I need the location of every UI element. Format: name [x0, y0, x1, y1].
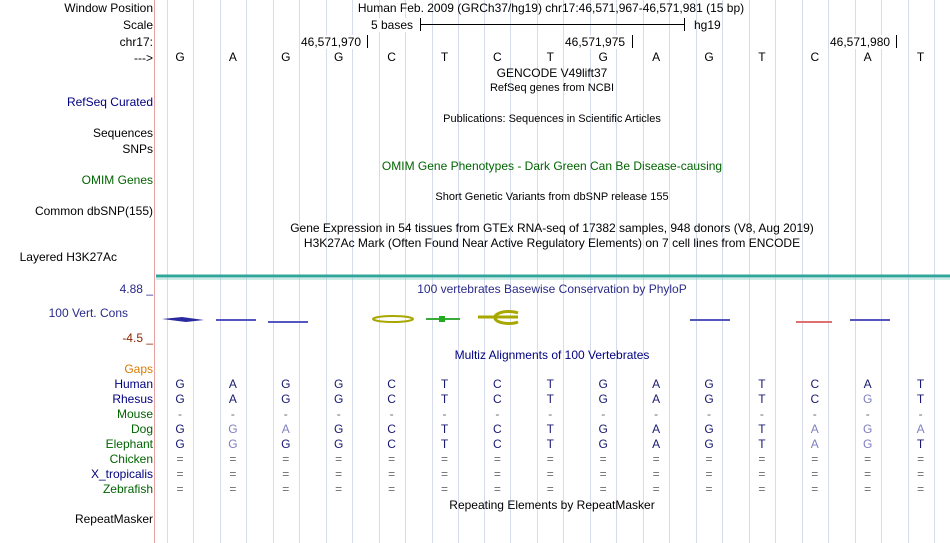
alignment-base: -	[865, 407, 870, 421]
phylop-track-title[interactable]: 100 vertebrates Basewise Conservation by PhyloP	[417, 282, 687, 296]
alignment-base: T	[916, 377, 925, 391]
alignment-base: =	[599, 482, 607, 496]
species-label[interactable]: Chicken	[109, 452, 153, 466]
alignment-base: -	[654, 407, 659, 421]
phylop-min-value: -4.5 _	[122, 331, 153, 345]
alignment-base: =	[282, 452, 290, 466]
alignment-base: T	[440, 377, 449, 391]
alignment-base: =	[546, 482, 554, 496]
alignment-base: =	[335, 482, 343, 496]
alignment-base: -	[389, 407, 394, 421]
sequence-base: C	[493, 50, 502, 64]
alignment-base: =	[282, 482, 290, 496]
phylop-signal	[162, 312, 890, 324]
alignment-base: =	[758, 452, 766, 466]
alignment-base: =	[811, 482, 819, 496]
alignment-base: -	[442, 407, 447, 421]
sequence-base: A	[652, 50, 661, 64]
alignment-base: =	[176, 452, 184, 466]
window-position-label: Window Position	[64, 1, 153, 15]
alignment-base: C	[387, 392, 396, 406]
alignment-base: C	[387, 377, 396, 391]
alignment-base: A	[652, 422, 661, 436]
alignment-base: C	[387, 437, 396, 451]
species-alignment-row	[0, 392, 950, 406]
species-label[interactable]: X_tropicalis	[90, 467, 153, 481]
snps-track-label[interactable]: SNPs	[122, 142, 153, 156]
alignment-base: G	[175, 392, 185, 406]
alignment-base: =	[493, 452, 501, 466]
alignment-base: =	[388, 482, 396, 496]
alignment-base: -	[495, 407, 500, 421]
alignment-base: =	[811, 452, 819, 466]
sequence-base: A	[863, 50, 872, 64]
alignment-base: T	[546, 377, 554, 391]
omim-track-title[interactable]: OMIM Gene Phenotypes - Dark Green Can Be Disease-causing	[381, 159, 723, 173]
chrom-label: chr17:	[119, 35, 153, 49]
species-alignment-row	[0, 482, 950, 496]
alignment-base: =	[229, 482, 237, 496]
alignment-base: T	[546, 422, 554, 436]
dbsnp-track-title[interactable]: Short Genetic Variants from dbSNP release 155	[435, 191, 669, 203]
alignment-base: =	[652, 467, 660, 481]
alignment-base: -	[230, 407, 235, 421]
alignment-base: G	[598, 422, 608, 436]
alignment-base: =	[864, 482, 872, 496]
refseq-track-label[interactable]: RefSeq Curated	[66, 95, 153, 109]
species-label[interactable]: Zebrafish	[102, 482, 153, 496]
sequence-base: G	[281, 50, 291, 64]
alignment-base: C	[493, 422, 502, 436]
alignment-base: =	[440, 452, 448, 466]
alignment-base: G	[704, 392, 714, 406]
sequence-base: G	[334, 50, 344, 64]
alignment-base: G	[863, 437, 873, 451]
alignment-base: G	[334, 422, 344, 436]
species-alignment-row	[0, 452, 950, 466]
alignment-base: =	[758, 467, 766, 481]
alignment-base: T	[758, 422, 766, 436]
species-label[interactable]: Human	[114, 377, 153, 391]
species-alignment-row	[0, 437, 950, 451]
alignment-base: -	[812, 407, 817, 421]
refseq-track-subtitle[interactable]: RefSeq genes from NCBI	[489, 82, 615, 94]
alignment-base: T	[758, 437, 766, 451]
alignment-base: T	[440, 422, 449, 436]
alignment-base: G	[334, 377, 344, 391]
alignment-base: A	[652, 377, 661, 391]
alignment-base: G	[863, 422, 873, 436]
alignment-base: -	[548, 407, 553, 421]
alignment-base: =	[599, 452, 607, 466]
alignment-base: C	[493, 392, 502, 406]
alignment-base: G	[863, 392, 873, 406]
alignment-base: =	[493, 467, 501, 481]
alignment-base: =	[917, 452, 925, 466]
sequence-base: T	[916, 50, 925, 64]
alignment-base: G	[175, 437, 185, 451]
alignment-base: =	[282, 467, 290, 481]
alignment-base: =	[811, 467, 819, 481]
alignment-base: =	[546, 467, 554, 481]
alignment-base: =	[229, 452, 237, 466]
alignment-base: =	[917, 467, 925, 481]
alignment-base: =	[388, 452, 396, 466]
species-label[interactable]: Rhesus	[112, 392, 153, 406]
coord-label-1: 46,571,970	[301, 35, 362, 49]
alignment-base: -	[283, 407, 288, 421]
alignment-base: =	[335, 452, 343, 466]
alignment-base: T	[916, 392, 925, 406]
alignment-base: =	[917, 482, 925, 496]
alignment-base: C	[387, 422, 396, 436]
alignment-base: G	[228, 437, 238, 451]
alignment-base: A	[652, 437, 661, 451]
strand-label: --->	[134, 51, 153, 65]
alignment-base: =	[652, 452, 660, 466]
alignment-base: A	[228, 377, 237, 391]
alignment-base: A	[916, 422, 925, 436]
alignment-base: T	[546, 392, 554, 406]
alignment-base: G	[175, 377, 185, 391]
gaps-label: Gaps	[124, 362, 153, 376]
sequence-base: T	[440, 50, 449, 64]
alignment-base: A	[863, 377, 872, 391]
gencode-track-title[interactable]: GENCODE V49lift37	[496, 66, 608, 80]
alignment-base: C	[810, 392, 820, 406]
species-alignment-row	[0, 407, 950, 421]
reference-sequence	[0, 50, 950, 64]
alignment-base: -	[336, 407, 341, 421]
alignment-base: G	[175, 422, 185, 436]
alignment-base: T	[758, 377, 766, 391]
scale-label: Scale	[122, 18, 153, 32]
alignment-base: =	[864, 452, 872, 466]
alignment-base: G	[598, 392, 608, 406]
alignment-base: A	[810, 422, 819, 436]
alignment-base: A	[810, 437, 819, 451]
publications-track-title[interactable]: Publications: Sequences in Scientific Articles	[443, 113, 661, 125]
phylop-max-value: 4.88 _	[119, 282, 153, 296]
species-alignment-row	[0, 467, 950, 481]
sequence-base: G	[175, 50, 185, 64]
alignment-base: =	[705, 467, 713, 481]
alignment-base: G	[598, 377, 608, 391]
alignment-base: T	[916, 437, 925, 451]
alignment-base: C	[493, 437, 502, 451]
coord-label-2: 46,571,975	[565, 35, 626, 49]
sequence-base: A	[228, 50, 237, 64]
alignment-base: =	[864, 467, 872, 481]
alignment-base: G	[334, 437, 344, 451]
dbsnp-track-label[interactable]: Common dbSNP(155)	[34, 204, 153, 218]
sequences-track-label[interactable]: Sequences	[92, 126, 153, 140]
species-label[interactable]: Elephant	[105, 437, 153, 451]
alignment-base: =	[335, 467, 343, 481]
alignment-base: A	[281, 422, 290, 436]
alignment-base: T	[546, 437, 554, 451]
species-label[interactable]: Mouse	[116, 407, 153, 421]
scale-value: 5 bases	[371, 18, 414, 32]
alignment-base: =	[440, 482, 448, 496]
alignment-base: =	[705, 452, 713, 466]
alignment-base: G	[281, 392, 291, 406]
sequence-base: G	[598, 50, 608, 64]
alignment-base: =	[546, 452, 554, 466]
sequence-base: C	[810, 50, 820, 64]
sequence-base: T	[546, 50, 554, 64]
alignment-base: =	[758, 482, 766, 496]
multiz-track-title[interactable]: Multiz Alignments of 100 Vertebrates	[454, 348, 650, 362]
alignment-base: =	[176, 482, 184, 496]
sequence-base: C	[387, 50, 396, 64]
alignment-base: =	[229, 467, 237, 481]
h3k27ac-track-title[interactable]: H3K27Ac Mark (Often Found Near Active Regulatory Elements) on 7 cell lines from ENCODE	[303, 236, 801, 250]
alignment-base: -	[918, 407, 923, 421]
alignment-base: T	[440, 437, 449, 451]
alignment-base: -	[759, 407, 764, 421]
species-alignment-row	[0, 422, 950, 436]
scale-assembly: hg19	[694, 18, 721, 32]
alignment-base: =	[388, 467, 396, 481]
alignment-base: G	[334, 392, 344, 406]
alignment-base: =	[652, 482, 660, 496]
alignment-base: G	[704, 422, 714, 436]
alignment-base: G	[281, 437, 291, 451]
sequence-base: T	[758, 50, 766, 64]
species-label[interactable]: Dog	[130, 422, 153, 436]
alignment-base: -	[707, 407, 711, 421]
scale-bar	[420, 18, 685, 31]
alignment-base: -	[178, 407, 182, 421]
alignment-base: G	[704, 437, 714, 451]
alignment-base: T	[758, 392, 766, 406]
omim-track-label[interactable]: OMIM Genes	[81, 173, 153, 187]
alignment-base: =	[493, 482, 501, 496]
sequence-base: G	[704, 50, 714, 64]
window-position-value: Human Feb. 2009 (GRCh37/hg19) chr17:46,571,967-46,571,981 (15 bp)	[357, 1, 745, 15]
repeatmasker-track-title[interactable]: Repeating Elements by RepeatMasker	[449, 498, 655, 512]
species-alignment-row	[0, 377, 950, 391]
alignment-base: =	[705, 482, 713, 496]
alignment-base: G	[704, 377, 714, 391]
gtex-track-title[interactable]: Gene Expression in 54 tissues from GTEx RNA-seq of 17382 samples, 948 donors (V8, Aug 2019)	[290, 221, 814, 235]
alignment-base: G	[228, 422, 238, 436]
repeatmasker-track-label[interactable]: RepeatMasker	[74, 512, 153, 526]
alignment-base: =	[176, 467, 184, 481]
alignment-base: C	[810, 377, 820, 391]
alignment-base: A	[652, 392, 661, 406]
alignment-base: =	[599, 467, 607, 481]
alignment-base: =	[440, 467, 448, 481]
h3k27ac-track-label[interactable]: Layered H3K27Ac	[19, 250, 117, 264]
alignment-base: A	[228, 392, 237, 406]
phylop-track-label[interactable]: 100 Vert. Cons	[48, 306, 128, 320]
alignment-base: -	[601, 407, 606, 421]
alignment-base: G	[281, 377, 291, 391]
alignment-base: C	[493, 377, 502, 391]
coord-label-3: 46,571,980	[830, 35, 891, 49]
alignment-base: T	[440, 392, 449, 406]
alignment-base: G	[598, 437, 608, 451]
